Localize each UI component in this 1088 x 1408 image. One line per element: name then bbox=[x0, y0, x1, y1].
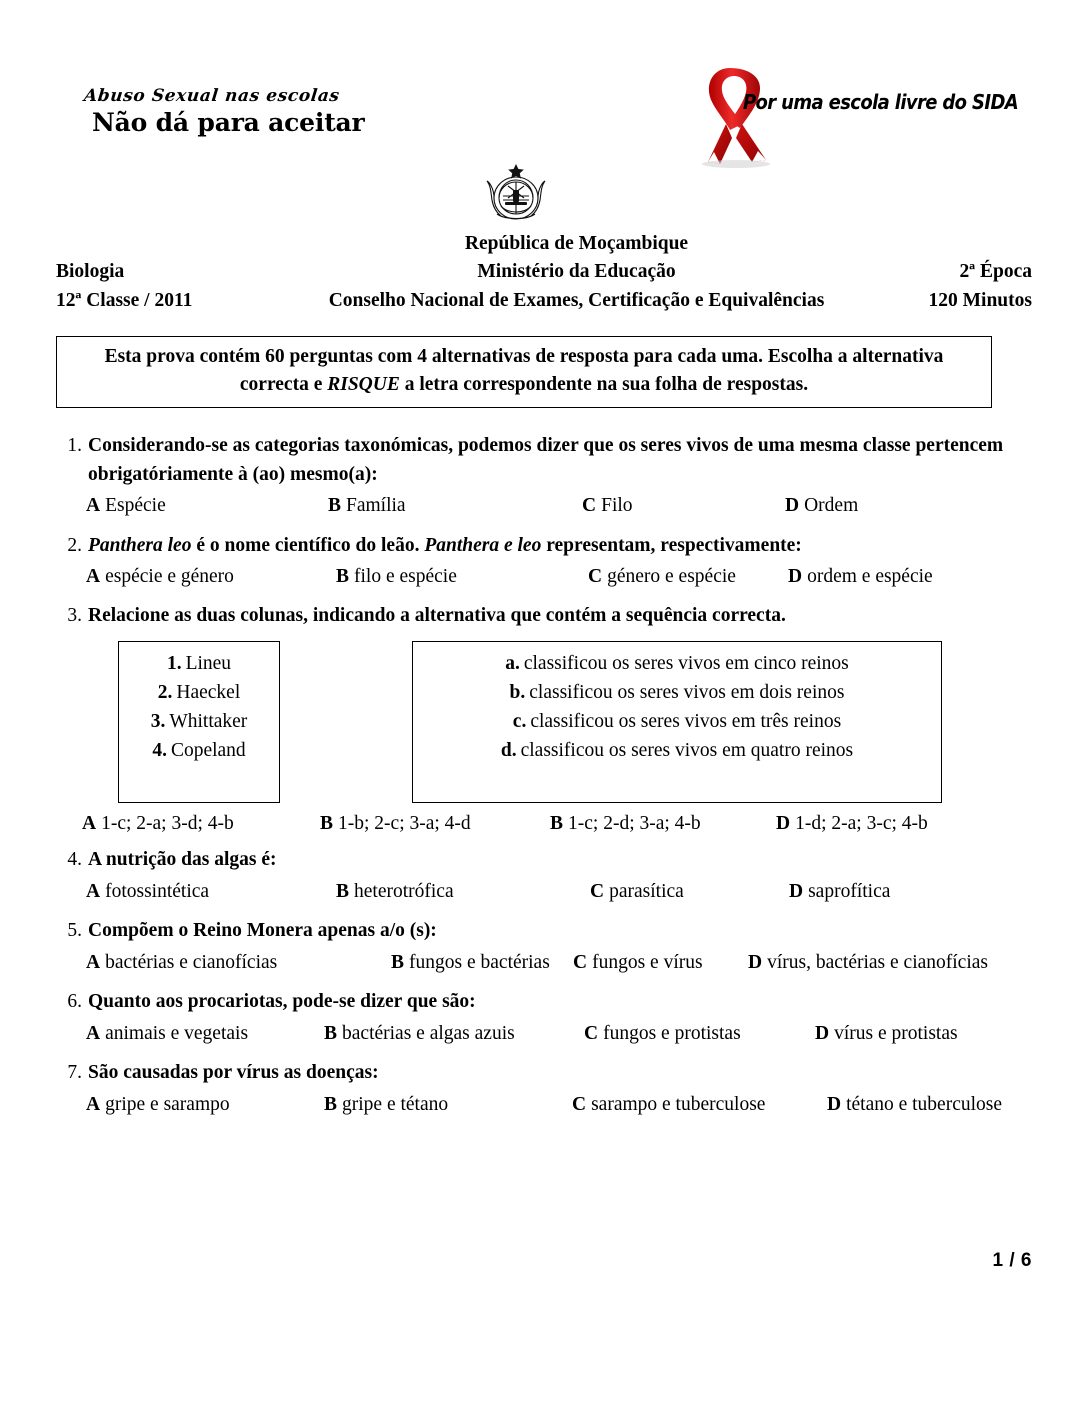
option-text: Filo bbox=[601, 495, 633, 517]
campaign-banner-left-line1: Abuso Sexual nas escolas bbox=[82, 86, 341, 106]
question-3-stem-row bbox=[56, 602, 1046, 631]
match-text: classificou os seres vivos em três reinos bbox=[530, 710, 842, 732]
option-letter: A bbox=[86, 566, 101, 588]
match-text: Copeland bbox=[170, 739, 246, 761]
mozambique-coat-of-arms-icon bbox=[483, 162, 549, 231]
option-letter: C bbox=[573, 951, 588, 973]
question-2-option-c[interactable] bbox=[588, 562, 788, 591]
option-text: sarampo e tuberculose bbox=[591, 1093, 766, 1115]
question-2-plain-2: representam, respectivamente: bbox=[541, 534, 802, 556]
question-7-option-a[interactable] bbox=[86, 1090, 324, 1119]
question-7-option-d[interactable] bbox=[827, 1090, 1002, 1119]
header-epoch: 2ª Época bbox=[959, 261, 1032, 283]
match-text: classificou os seres vivos em cinco reinos bbox=[523, 653, 849, 675]
option-letter: B bbox=[391, 951, 405, 973]
option-letter: A bbox=[86, 1022, 101, 1044]
question-2-text bbox=[88, 532, 1046, 561]
question-1-options bbox=[56, 491, 1046, 520]
question-3-number: 3. bbox=[67, 605, 82, 627]
question-5-option-b[interactable] bbox=[391, 948, 573, 977]
question-2-plain-1: é o nome científico do leão. bbox=[191, 534, 425, 556]
option-text: vírus e protistas bbox=[834, 1022, 958, 1044]
question-3-option-2[interactable] bbox=[320, 813, 550, 835]
option-letter: A bbox=[86, 951, 101, 973]
question-3-left-column bbox=[118, 641, 280, 803]
option-text: tétano e tuberculose bbox=[846, 1093, 1003, 1115]
option-text: ordem e espécie bbox=[807, 566, 933, 588]
question-7-number: 7. bbox=[67, 1061, 82, 1083]
option-letter: A bbox=[86, 880, 101, 902]
question-2-options bbox=[56, 562, 1046, 591]
question-6 bbox=[56, 988, 1046, 1048]
question-3-options bbox=[56, 813, 1046, 835]
question-3-option-3[interactable] bbox=[550, 813, 776, 835]
question-1-option-c[interactable] bbox=[582, 491, 785, 520]
question-7-option-b[interactable] bbox=[324, 1090, 572, 1119]
question-7-text: São causadas por vírus as doenças: bbox=[88, 1061, 379, 1083]
question-4-option-c[interactable] bbox=[590, 877, 789, 906]
header-council: Conselho Nacional de Exames, Certificação e Equivalências bbox=[328, 289, 825, 311]
option-text: bactérias e cianofícias bbox=[105, 951, 278, 973]
question-2-option-a[interactable] bbox=[86, 562, 336, 591]
option-letter: B bbox=[336, 566, 350, 588]
instruction-part1: Esta prova contém 60 perguntas com 4 alternativas de resposta para cada uma. Escolha a alternativa correcta e bbox=[104, 346, 944, 395]
option-letter: D bbox=[785, 495, 800, 517]
match-right-item-b bbox=[413, 679, 941, 708]
option-text: Ordem bbox=[804, 495, 859, 517]
option-letter: C bbox=[584, 1022, 599, 1044]
question-1-number: 1. bbox=[67, 435, 82, 456]
question-5-option-d[interactable] bbox=[748, 948, 988, 977]
option-letter: B bbox=[550, 813, 564, 835]
question-4-stem-row bbox=[56, 846, 1046, 875]
option-text: parasítica bbox=[609, 880, 684, 902]
question-7-options bbox=[56, 1090, 1046, 1119]
option-text: género e espécie bbox=[607, 566, 736, 588]
match-text: classificou os seres vivos em dois reinos bbox=[529, 681, 845, 703]
option-text: Espécie bbox=[105, 495, 166, 517]
option-text: bactérias e algas azuis bbox=[342, 1022, 515, 1044]
header-subject: Biologia bbox=[56, 261, 125, 283]
campaign-banner-left-line2: Não dá para aceitar bbox=[92, 108, 365, 137]
option-text: animais e vegetais bbox=[105, 1022, 249, 1044]
header-country: República de Moçambique bbox=[464, 233, 689, 254]
question-2-italic-1: Panthera leo bbox=[88, 534, 192, 556]
option-text: fungos e protistas bbox=[603, 1022, 741, 1044]
match-key: 3. bbox=[150, 710, 166, 732]
match-key: 4. bbox=[152, 739, 167, 761]
question-7-option-c[interactable] bbox=[572, 1090, 827, 1119]
option-letter: D bbox=[815, 1022, 830, 1044]
option-text: fungos e vírus bbox=[592, 951, 703, 973]
match-left-item-3 bbox=[119, 708, 279, 737]
question-4-number: 4. bbox=[67, 849, 82, 871]
question-2-number: 2. bbox=[67, 534, 82, 556]
option-letter: D bbox=[827, 1093, 842, 1115]
option-letter: D bbox=[748, 951, 763, 973]
question-6-stem-row bbox=[56, 988, 1046, 1017]
question-5-number: 5. bbox=[67, 920, 82, 942]
question-4-option-d[interactable] bbox=[789, 877, 890, 906]
question-1-option-a[interactable] bbox=[86, 491, 328, 520]
match-left-item-4 bbox=[119, 737, 279, 766]
question-4-text: A nutrição das algas é: bbox=[88, 849, 277, 871]
header-row-class bbox=[56, 287, 1032, 315]
question-6-option-d[interactable] bbox=[815, 1019, 958, 1048]
question-5-option-a[interactable] bbox=[86, 948, 391, 977]
question-6-option-b[interactable] bbox=[324, 1019, 584, 1048]
question-6-option-c[interactable] bbox=[584, 1019, 815, 1048]
option-letter: A bbox=[86, 495, 101, 517]
header-ministry: Ministério da Educação bbox=[477, 261, 676, 283]
question-2-italic-2: Panthera e leo bbox=[424, 534, 542, 556]
option-letter: B bbox=[324, 1093, 338, 1115]
campaign-banner-left bbox=[84, 86, 414, 137]
question-1-stem-row bbox=[56, 432, 1046, 489]
match-text: Haeckel bbox=[176, 681, 241, 703]
match-key: 2. bbox=[157, 681, 173, 703]
match-left-item-1 bbox=[119, 650, 279, 679]
option-letter: C bbox=[588, 566, 603, 588]
question-7 bbox=[56, 1059, 1046, 1119]
match-key: d. bbox=[500, 739, 517, 761]
question-2 bbox=[56, 532, 1046, 592]
question-5 bbox=[56, 917, 1046, 977]
match-key: c. bbox=[512, 710, 527, 732]
option-text: heterotrófica bbox=[354, 880, 454, 902]
match-left-item-2 bbox=[119, 679, 279, 708]
match-text: classificou os seres vivos em quatro reinos bbox=[520, 739, 854, 761]
questions-list bbox=[56, 432, 1046, 1130]
question-2-stem-row bbox=[56, 532, 1046, 561]
page-number: 1 / 6 bbox=[992, 1250, 1032, 1271]
question-6-number: 6. bbox=[67, 990, 82, 1012]
option-text: fotossintética bbox=[105, 880, 210, 902]
match-right-item-c bbox=[413, 708, 941, 737]
question-6-options bbox=[56, 1019, 1046, 1048]
option-text: gripe e sarampo bbox=[105, 1093, 230, 1115]
header-row-country bbox=[56, 230, 1032, 258]
question-3-right-column bbox=[412, 641, 942, 803]
header-row-subject bbox=[56, 258, 1032, 286]
option-text: espécie e género bbox=[105, 566, 234, 588]
question-2-option-d[interactable] bbox=[788, 562, 933, 591]
option-text: saprofítica bbox=[808, 880, 891, 902]
question-6-text: Quanto aos procariotas, pode-se dizer que são: bbox=[88, 990, 476, 1012]
option-text: 1-b; 2-c; 3-a; 4-d bbox=[338, 813, 471, 835]
campaign-banner-right bbox=[686, 62, 1019, 168]
question-4-option-b[interactable] bbox=[336, 877, 590, 906]
question-1-option-d[interactable] bbox=[785, 491, 858, 520]
question-3-matching-area bbox=[56, 641, 1046, 811]
option-text: Família bbox=[346, 495, 406, 517]
option-text: 1-c; 2-a; 3-d; 4-b bbox=[101, 813, 234, 835]
option-letter: B bbox=[336, 880, 350, 902]
option-text: filo e espécie bbox=[354, 566, 457, 588]
question-1-option-b[interactable] bbox=[328, 491, 582, 520]
match-key: a. bbox=[505, 653, 520, 675]
question-4-options bbox=[56, 877, 1046, 906]
match-text: Whittaker bbox=[169, 710, 248, 732]
question-4-option-a[interactable] bbox=[86, 877, 336, 906]
question-6-option-a[interactable] bbox=[86, 1019, 324, 1048]
match-right-item-d bbox=[413, 737, 941, 766]
question-5-text: Compõem o Reino Monera apenas a/o (s): bbox=[88, 920, 437, 942]
option-letter: C bbox=[582, 495, 597, 517]
match-key: 1. bbox=[166, 653, 182, 675]
option-text: fungos e bactérias bbox=[409, 951, 550, 973]
option-letter: C bbox=[590, 880, 605, 902]
match-key: b. bbox=[509, 681, 526, 703]
option-text: 1-d; 2-a; 3-c; 4-b bbox=[795, 813, 928, 835]
question-4 bbox=[56, 846, 1046, 906]
question-3-option-4[interactable] bbox=[776, 813, 928, 835]
question-3-option-1[interactable] bbox=[82, 813, 320, 835]
option-letter: D bbox=[789, 880, 804, 902]
question-5-options bbox=[56, 948, 1046, 977]
question-1 bbox=[56, 432, 1046, 521]
exam-header bbox=[56, 230, 1032, 315]
question-7-stem-row bbox=[56, 1059, 1046, 1088]
question-1-text: Considerando-se as categorias taxonómicas, podemos dizer que os seres vivos de uma mesma classe pertencem obrigatóriamente à (ao) mesmo(a): bbox=[88, 435, 1004, 485]
header-class-year: 12ª Classe / 2011 bbox=[56, 289, 193, 311]
option-letter: A bbox=[86, 1093, 101, 1115]
instruction-emphasis: RISQUE bbox=[327, 373, 400, 395]
instruction-part2: a letra correspondente na sua folha de respostas. bbox=[399, 373, 809, 395]
option-letter: A bbox=[82, 813, 97, 835]
option-letter: D bbox=[776, 813, 791, 835]
question-5-option-c[interactable] bbox=[573, 948, 748, 977]
instruction-box bbox=[56, 336, 992, 408]
option-text: vírus, bactérias e cianofícias bbox=[767, 951, 988, 973]
campaign-banner-right-label: Por uma escola livre do SIDA bbox=[743, 90, 1019, 114]
match-right-item-a bbox=[413, 650, 941, 679]
question-2-option-b[interactable] bbox=[336, 562, 588, 591]
option-letter: B bbox=[328, 495, 342, 517]
option-letter: D bbox=[788, 566, 803, 588]
option-text: gripe e tétano bbox=[342, 1093, 449, 1115]
option-letter: B bbox=[320, 813, 334, 835]
option-letter: C bbox=[572, 1093, 587, 1115]
question-3-text: Relacione as duas colunas, indicando a alternativa que contém a sequência correcta. bbox=[88, 605, 786, 627]
option-text: 1-c; 2-d; 3-a; 4-b bbox=[568, 813, 701, 835]
match-text: Lineu bbox=[185, 653, 232, 675]
aids-ribbon-icon bbox=[686, 62, 786, 168]
question-5-stem-row bbox=[56, 917, 1046, 946]
option-letter: B bbox=[324, 1022, 338, 1044]
header-duration: 120 Minutos bbox=[928, 289, 1032, 311]
question-3 bbox=[56, 602, 1046, 835]
